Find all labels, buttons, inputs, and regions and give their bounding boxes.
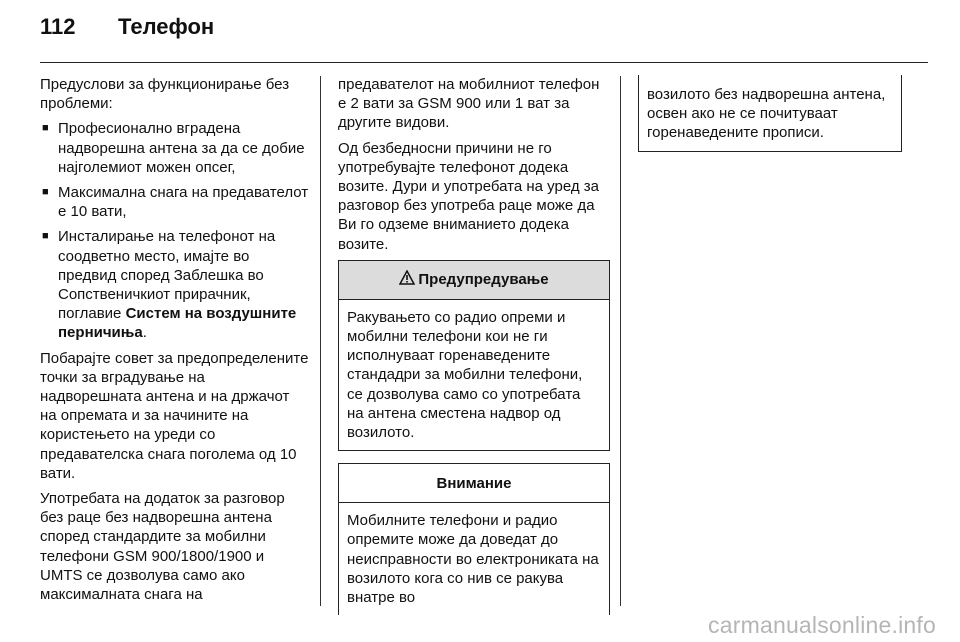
handsfree-paragraph: Употребата на додаток за разговор без раце без надворешна антена според стандардите за мобилни телефони GSM 900/1800/1900 и UMTS се дозволува само ако максималната снага на: [40, 490, 285, 604]
column-3: [638, 75, 902, 152]
watermark: carmanualsonline.info: [708, 612, 936, 638]
warning-box: [338, 260, 610, 451]
list-item-text: Инсталирање на телефонот на соодветно место, имајте во предвид според Заблешка во Сопственичкиот прирачник, поглавие: [58, 228, 276, 323]
column-divider-1: [320, 76, 321, 606]
caution-body: Мобилните телефони и радио опремите може да доведат до неисправности во електрониката на возилото кога со нив се ракува внатре во: [347, 512, 599, 607]
chapter-reference: Систем на воздушните перничиња: [58, 305, 297, 342]
list-item: [40, 227, 310, 342]
power-paragraph: предавателот на мобилниот телефон е 2 вати за GSM 900 или 1 ват за другите видови.: [338, 76, 600, 132]
caution-continued-text: возилото без надворешна антена, освен ако не се почитуваат горенаведените прописи.: [647, 86, 886, 142]
page-number: 112: [40, 14, 76, 39]
caution-header: [339, 464, 609, 503]
warning-body: Ракувањето со радио опреми и мобилни телефони кои не ги исполнуваат горенаведените стандадри за мобилни телефони, се дозволува само со употребата на антена сместена надвор од возилото.: [347, 308, 583, 442]
requirements-list: [40, 119, 310, 342]
caution-title: Внимание: [436, 474, 512, 492]
list-item: ■ Максимална снага на предавателот е 10 вати,: [40, 183, 310, 221]
column-2: [338, 75, 610, 615]
intro-paragraph: Предуслови за функционирање без проблеми:: [40, 76, 290, 113]
page-header: [40, 14, 214, 48]
warning-header: [339, 261, 609, 300]
safety-paragraph: Од безбедносни причини не го употребувајте телефонот додека возите. Дури и употребата на уред за разговор без употреба раце може да Ви го одземе вниманието додека возите.: [338, 139, 599, 253]
header-divider: [40, 62, 928, 63]
list-item-end: .: [142, 324, 147, 342]
list-item: ■ Професионално вградена надворешна антена за да се добие најголемиот можен опсег,: [40, 119, 310, 177]
caution-box-continued: [638, 75, 902, 152]
page-title: Телефон: [118, 14, 215, 39]
warning-triangle-icon: [399, 270, 415, 290]
caution-box: [338, 463, 610, 615]
warning-title: Предупредување: [418, 271, 549, 289]
column-divider-2: [620, 76, 621, 606]
antenna-advice-paragraph: Побарајте совет за предопределените точки за вградување на надворешната антена и на држачот на опремата и за начините на користењето на уреди со предавателска снага поголема од 10 вати.: [40, 349, 309, 482]
column-1: [40, 75, 310, 610]
